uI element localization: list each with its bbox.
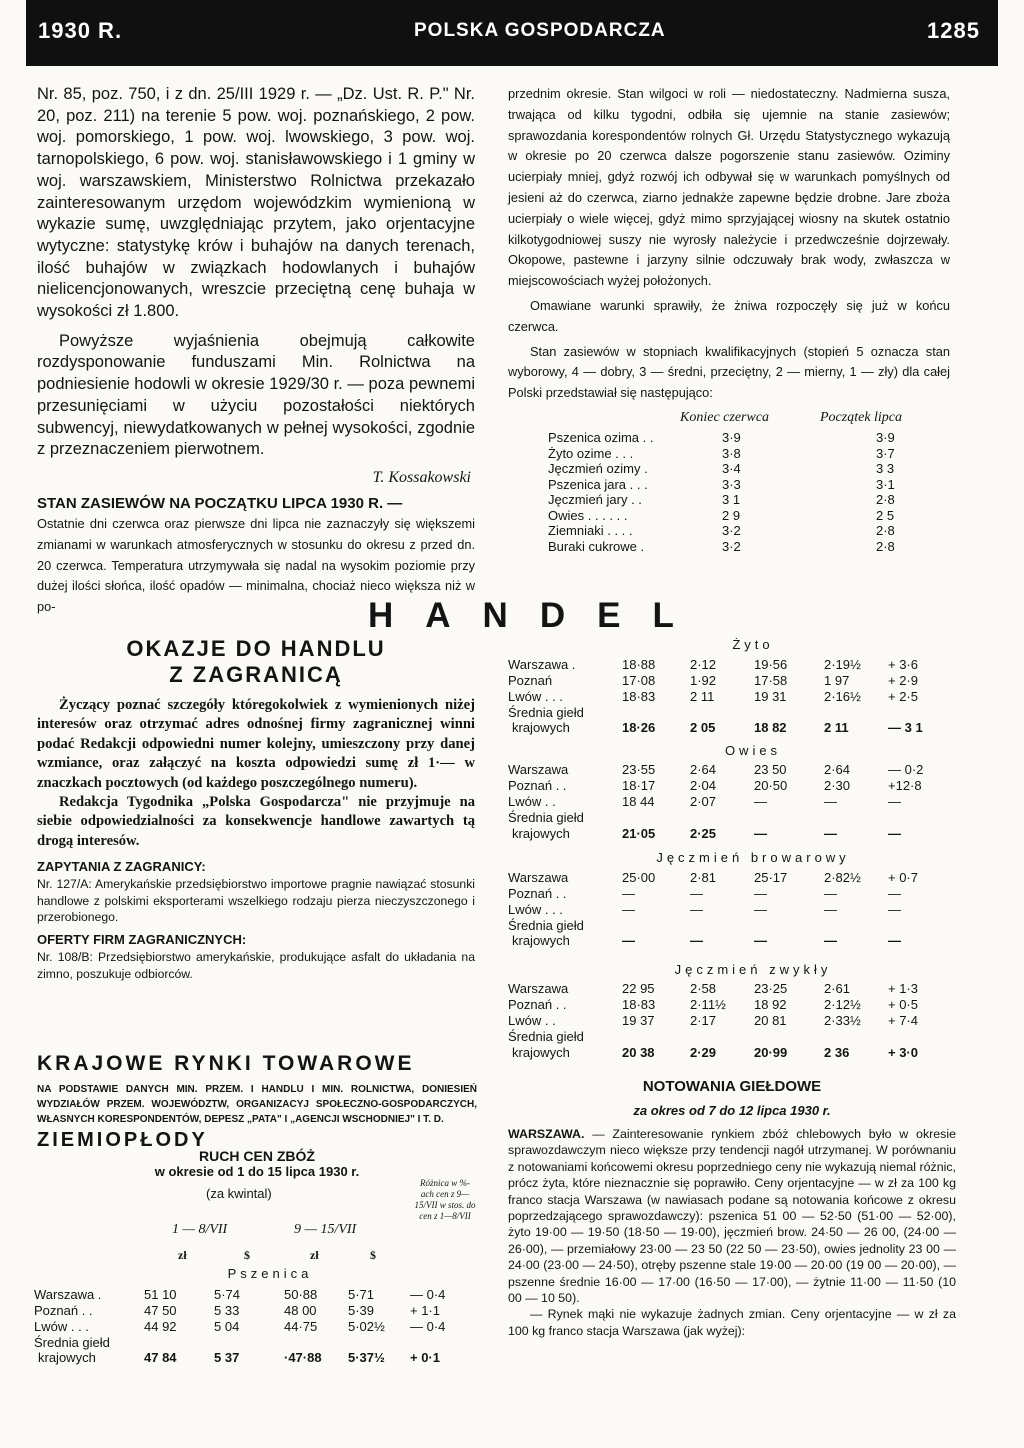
average-label: krajowych <box>38 1350 96 1366</box>
average-price-cell: — <box>888 825 901 841</box>
price-cell: 44·75 <box>284 1318 318 1334</box>
price-cell: 2·04 <box>690 778 717 793</box>
city-name: Warszawa <box>508 762 569 777</box>
average-label: Średnia giełd <box>508 704 584 720</box>
average-price-cell: 21·05 <box>622 825 656 841</box>
ziemioplody-title: ZIEMIOPŁODY <box>37 1129 208 1151</box>
table-row <box>508 762 948 778</box>
price-cell: 5 33 <box>214 1302 240 1318</box>
average-price-cell: 5·37½ <box>348 1350 385 1366</box>
krajowe-section <box>37 1052 477 1179</box>
table-row <box>34 1334 474 1350</box>
price-cell: 47 50 <box>144 1302 177 1318</box>
average-price-cell: 2·29 <box>690 1044 717 1060</box>
average-price-cell: 5 37 <box>214 1350 240 1366</box>
price-cell: 20·50 <box>754 778 788 793</box>
price-cell: 5 04 <box>214 1318 240 1334</box>
price-unit: (za kwintal) <box>206 1186 272 1201</box>
price-cell: 2·12 <box>690 656 717 672</box>
price-cell: + 0·5 <box>888 997 918 1012</box>
table-row-average <box>34 1350 474 1366</box>
grain-section-title: Jęczmień zwykły <box>674 961 832 977</box>
table-row <box>548 507 895 523</box>
table-row <box>508 997 948 1013</box>
header-year: 1930 R. <box>38 18 123 43</box>
notowania-flour: — Rynek mąki nie wykazuje żadnych zmian. Ceny orjentacyjne — w zł za 100 kg franco stacja Warszawa (jak wyżej): <box>508 1307 956 1338</box>
price-cell: — <box>824 794 837 809</box>
average-price-cell: 20·99 <box>754 1044 788 1060</box>
value-start-july: 3·9 <box>876 430 895 446</box>
city-name: Warszawa . <box>34 1286 102 1302</box>
paragraph-weather: Ostatnie dni czerwca oraz pierwsze dni lipca nie zaznaczyły się większemi zmianami w warunkach atmosferycznych w stosunku do okresu z przed dn. 20 czerwca. Temperatura utrzymywała się nadal na wysokim poziomie przy dużej ilości słońca, ilość opadów — minimalna, chociaż nieco większa niż w po- <box>37 515 475 615</box>
price-cell: 2·64 <box>824 762 851 777</box>
value-start-july: 2·8 <box>876 492 895 508</box>
price-cell: 2·30 <box>824 778 851 793</box>
price-cell: 22 95 <box>622 981 655 996</box>
period-2-header: 9 — 15/VII <box>294 1222 357 1237</box>
price-cell: — <box>622 885 635 901</box>
city-name: Warszawa <box>508 981 569 996</box>
section-heading-zasiewy: STAN ZASIEWÓW NA POCZĄTKU LIPCA 1930 R. — <box>37 494 403 512</box>
average-label: Średnia giełd <box>34 1334 110 1350</box>
currency-usd-2: $ <box>370 1248 376 1262</box>
city-name: Poznań . . <box>508 997 567 1012</box>
city-name: Lwów . . <box>508 1013 556 1028</box>
table-row <box>508 656 948 672</box>
right-column-top <box>508 84 950 554</box>
price-cell: 1·92 <box>690 672 717 688</box>
price-cell: 23·25 <box>754 981 788 996</box>
average-price-cell: 2 36 <box>824 1044 850 1060</box>
oferty-text: Nr. 108/B: Przedsiębiorstwo amerykańskie, produkujące asfalt do układania na zimno, poszukuje odbiorców. <box>37 950 475 981</box>
value-end-june: 3·4 <box>722 461 741 477</box>
grain-section-title: Owies <box>724 742 782 758</box>
value-end-june: 3·2 <box>722 538 741 554</box>
price-cell: — <box>824 901 837 917</box>
value-end-june: 3·2 <box>722 523 741 539</box>
average-price-cell: 2·25 <box>690 825 717 841</box>
price-cell: 2·64 <box>690 762 717 777</box>
price-cell: 25·17 <box>754 869 788 885</box>
table-row <box>548 538 895 554</box>
crop-name: Pszenica ozima . . <box>548 430 654 446</box>
price-cell: 23·55 <box>622 762 656 777</box>
price-cell: 20 81 <box>754 1013 787 1028</box>
average-price-cell: 20 38 <box>622 1044 655 1060</box>
okazje-section <box>37 636 475 982</box>
table-row-average <box>508 1045 948 1061</box>
average-price-cell: 2 11 <box>824 720 849 736</box>
price-cell: 19·56 <box>754 656 788 672</box>
price-cell: 19 31 <box>754 688 787 704</box>
paragraph-crop-condition: przednim okresie. Stan wilgoci w roli — niedostateczny. Nadmierna susza, trwająca od kilku tygodni, odbiła się ujemnie na stanie zasiewów; sprawozdania korespondentów rolnych Gł. Urzędu Statystycznego wykazują w okresie po 20 czerwca dalsze pogorszenie stanu zasiewów. Oziminy ucierpiały mniej, gdyż rozwój ich odbywał się w warunkach pomyślnych od jesieni aż do czerwca, ziarno jednakże zapewne będzie drobne. Jare zboża ucierpiały o wiele więcej, gdyż mimo sprzyjającej wiosny na skutek ostatnio kilkotygodniowej suszy nie wyrosły należycie i przedwcześnie dojrzewały. Okopowe, pastewne i jarzyny silnie odczuwały brak wody, zwłaszcza w miejscowościach wyżej położonych. <box>508 86 950 289</box>
header-start-july: Początek lipca <box>820 409 903 425</box>
okazje-title-1: OKAZJE DO HANDLU <box>126 636 386 661</box>
price-cell: — 0·2 <box>888 762 924 777</box>
header-title: POLSKA GOSPODARCZA <box>414 20 666 41</box>
price-cell: 2·33½ <box>824 1013 861 1028</box>
crop-name: Ziemniaki . . . . <box>548 523 633 539</box>
paragraph-harvest: Omawiane warunki sprawiły, że żniwa rozpoczęły się już w końcu czerwca. <box>508 297 950 334</box>
table-row <box>548 461 895 477</box>
city-name: Poznań . . <box>508 778 567 793</box>
crop-name: Buraki cukrowe . <box>548 538 645 554</box>
currency-zl-2: zł <box>310 1248 319 1262</box>
price-cell: 2·58 <box>690 981 717 996</box>
price-cell: 2·81 <box>690 869 717 885</box>
okazje-instructions: Życzący poznać szczegóły któregokolwiek z wymienionych niżej interesów oraz otrzymać adres odnośnej firmy zagranicznej winni podać Redakcji odpowiedni numer kolejny, umieszczony przy danej wzmiance, oraz załączyć na koszta odpowiedzi sumę zł 1·— w znaczkach pocztowych (od każdego poszczególnego numeru). <box>37 697 475 791</box>
grain-section-table <box>508 981 948 1061</box>
period-1-header: 1 — 8/VII <box>172 1222 228 1237</box>
table-row <box>508 704 948 720</box>
okazje-disclaimer: Redakcja Tygodnika „Polska Gospodarcza" nie przyjmuje na siebie odpowiedzialności za konsekwencje handlowe zawartych tą drogą interesów. <box>37 794 475 849</box>
price-cell: 5·02½ <box>348 1318 385 1334</box>
price-cell: 18·83 <box>622 688 656 704</box>
price-cell: — <box>690 901 703 917</box>
price-cell: 2 11 <box>690 688 715 704</box>
notowania-warszawa <box>508 1126 956 1306</box>
price-cell: + 7·4 <box>888 1013 918 1028</box>
average-price-cell: 18·26 <box>622 720 656 736</box>
price-cell: 18 92 <box>754 997 787 1012</box>
average-label: krajowych <box>512 825 570 841</box>
table-row <box>34 1318 474 1334</box>
author-signature: T. Kossakowski <box>372 468 471 486</box>
notowania-period: za okres od 7 do 12 lipca 1930 r. <box>633 1103 831 1118</box>
table-row-average <box>508 720 948 736</box>
table-row <box>548 476 895 492</box>
price-cell: 2·61 <box>824 981 851 996</box>
value-start-july: 3 3 <box>876 461 895 477</box>
price-cell: 25·00 <box>622 869 656 885</box>
crop-name: Żyto ozime . . . <box>548 445 634 461</box>
city-name: Lwów . . . <box>34 1318 89 1334</box>
table-row <box>548 445 895 461</box>
average-price-cell: ·47·88 <box>284 1350 322 1366</box>
table-row <box>508 672 948 688</box>
grain-section-table <box>508 762 948 842</box>
price-cell: 5·39 <box>348 1302 375 1318</box>
price-cell: 51 10 <box>144 1286 177 1302</box>
table-row <box>508 1013 948 1029</box>
average-price-cell: — <box>754 933 767 949</box>
notowania-text: — Zainteresowanie rynkiem zbóż chlebowych było w okresie sprawozdawczym nieco większe przy tendencji nagół utrzymanej. W porównaniu z notowaniami końcowemi okresu poprzedniego ceny nie wykazują niemal różnic, prócz żyta, które nieznacznie się poprawiło. Ceny orjentacyjne — w zł za 100 kg franco stacja Warszawa (w nawiasach podane są notowania końcowe z okresu poprzedzającego sprawozdawczy): pszenica 51 00 — 52·50 (51·00 — 52·00), żyto 19·00 — 19·50 (18·50 — 19·00), jęczmień brow. 24·50 — 26 00, (24·00 — 26·00), — przemiałowy 23·00 — 23 50 (22 50 — 23·50), owies jednolity 23 00 — 24·00 (23·00 — 24·50), otręby pszenne stale 19·00 — 20·00 (19 00 — 20·00), — pszenne średnie 16·00 — 17·00 (16·50 — 17·00), — żytnie 11·00 — 11·50 (10 00 — 10 50). <box>508 1127 956 1306</box>
price-cell: 50·88 <box>284 1286 318 1302</box>
table-row <box>508 901 948 917</box>
grain-section-table <box>508 869 948 949</box>
page-header <box>26 0 998 66</box>
header-end-june: Koniec czerwca <box>680 409 770 425</box>
table-row <box>548 492 895 508</box>
price-cell: 2·12½ <box>824 997 861 1012</box>
value-end-june: 2 9 <box>722 507 741 523</box>
average-price-cell: — <box>690 933 703 949</box>
average-price-cell: + 0·1 <box>410 1350 440 1366</box>
city-name: Lwów . . . <box>508 688 563 704</box>
price-cell: 18·83 <box>622 997 656 1012</box>
price-cell: + 2·5 <box>888 688 918 704</box>
average-price-cell: — <box>824 933 837 949</box>
average-price-cell: — 3 1 <box>888 720 923 736</box>
value-end-june: 3·8 <box>722 445 741 461</box>
city-name: Lwów . . . <box>508 901 563 917</box>
table-row-average <box>508 933 948 949</box>
average-label: Średnia giełd <box>508 917 584 933</box>
price-cell: +12·8 <box>888 778 922 793</box>
price-cell: 2·82½ <box>824 869 861 885</box>
price-cell: — <box>888 885 901 901</box>
price-cell: — 0·4 <box>410 1318 446 1334</box>
value-start-july: 2 5 <box>876 507 895 523</box>
price-cell: + 2·9 <box>888 672 918 688</box>
price-cell: — <box>622 901 635 917</box>
price-cell: — <box>824 885 837 901</box>
average-label: Średnia giełd <box>508 810 584 825</box>
price-cell: 18·17 <box>622 778 656 793</box>
notowania-title: NOTOWANIA GIEŁDOWE <box>642 1078 822 1095</box>
wheat-price-table <box>34 1286 474 1366</box>
left-column-top <box>37 84 475 618</box>
notowania-section <box>508 1078 956 1339</box>
average-price-cell: 47 84 <box>144 1350 177 1366</box>
table-row <box>508 794 948 810</box>
price-cell: 1 97 <box>824 672 850 688</box>
average-price-cell: — <box>622 933 635 949</box>
price-cell: + 0·7 <box>888 869 918 885</box>
section-pszenica: Pszenica <box>227 1266 313 1281</box>
zapytania-text: Nr. 127/A: Amerykańskie przedsiębiorstwo importowe pragnie nawiązać stosunki handlowe z polskimi eksporterami wszelkiego rodzaju pierza nieczyszczonego i przerobionego. <box>37 877 475 925</box>
average-price-cell: + 3·0 <box>888 1044 918 1060</box>
city-name: Warszawa . <box>508 656 576 672</box>
table-row <box>508 810 948 826</box>
table-row <box>508 981 948 997</box>
city-name: Poznań <box>508 672 553 688</box>
table-row <box>508 1029 948 1045</box>
city-name: Poznań . . <box>34 1302 93 1318</box>
price-cell: — <box>888 794 901 809</box>
section-title-handel: HANDEL <box>368 596 706 635</box>
city-name: Lwów . . <box>508 794 556 809</box>
krajowe-title: KRAJOWE RYNKI TOWAROWE <box>37 1052 415 1075</box>
crop-table-header <box>508 410 950 430</box>
header-page-number: 1285 <box>927 18 980 43</box>
value-start-july: 3·1 <box>876 476 895 492</box>
value-start-july: 2·8 <box>876 538 895 554</box>
price-cell: 19 37 <box>622 1013 655 1028</box>
okazje-title-2: Z ZAGRANICĄ <box>169 662 343 687</box>
value-end-june: 3·3 <box>722 476 741 492</box>
paragraph-grading: Stan zasiewów w stopniach kwalifikacyjnych (stopień 5 oznacza stan wyborowy, 4 — dobry, 3 — średni, przeciętny, 2 — mierny, 1 — zły) dla całej Polski przedstawiał się następująco: <box>508 343 950 401</box>
price-cell: 5·71 <box>348 1286 375 1302</box>
average-price-cell: — <box>888 933 901 949</box>
average-price-cell: 2 05 <box>690 720 716 736</box>
price-cell: 23 50 <box>754 762 787 777</box>
crop-name: Jęczmień ozimy . <box>548 461 648 477</box>
value-end-june: 3 1 <box>722 492 741 508</box>
average-label: krajowych <box>512 933 570 949</box>
table-row <box>508 778 948 794</box>
price-cell: 2·07 <box>690 794 717 809</box>
price-cell: + 3·6 <box>888 656 918 672</box>
price-cell: — <box>754 885 767 901</box>
grain-section-table <box>508 656 948 736</box>
price-cell: 17·08 <box>622 672 656 688</box>
table-row <box>508 869 948 885</box>
table-row <box>34 1286 474 1302</box>
crop-name: Owies . . . . . . <box>548 507 628 523</box>
table-row <box>508 885 948 901</box>
price-cell: + 1·1 <box>410 1302 440 1318</box>
krajowe-source: NA PODSTAWIE DANYCH MIN. PRZEM. I HANDLU I MIN. ROLNICTWA, DONIESIEŃ WYDZIAŁÓW PRZEM. WOJEWÓDZTW, ORGANIZACYJ SPOŁECZNO-GOSPODARCZYCH, WŁASNYCH KORESPONDENTÓW, DEPESZ „PATA" I „AGENCJI WSCHODNIEJ" I T. D. <box>37 1084 477 1125</box>
price-cell: 18 44 <box>622 794 655 809</box>
table-row-average <box>508 826 948 842</box>
zapytania-heading: ZAPYTANIA Z ZAGRANICY: <box>37 859 206 875</box>
paragraph-subsidy: Nr. 85, poz. 750, i z dn. 25/III 1929 r. — „Dz. Ust. R. P." Nr. 20, poz. 211) na terenie 5 pow. woj. poznańskiego, 2 pow. woj. pomorskiego, 1 pow. woj. lwowskiego, 3 pow. woj. tarnopolskiego, 6 pow. woj. stanisławowskiego i 1 gminy w woj. warszawskiem, Ministerstwo Rolnictwa przekazało zainteresowanym urzędom wojewódzkim wymienioną w wykazie sumę, uwzględniając przytem, jako orjentacyjne wytyczne: statystykę krów i buhajów na danych terenach, ilość buhajów w związkach hodowlanych i buhajów nielicencjonowanych, wreszcie przeciętną cenę buhaja w wysokości zł 1.800. <box>37 85 475 321</box>
price-cell: + 1·3 <box>888 981 918 996</box>
price-cell: — <box>754 901 767 917</box>
price-cell: 2·17 <box>690 1013 717 1028</box>
price-cell: — <box>888 901 901 917</box>
ruch-cen-period: w okresie od 1 do 15 lipca 1930 r. <box>154 1164 360 1179</box>
city-name: Warszawa <box>508 869 569 885</box>
average-price-cell: — <box>754 825 767 841</box>
average-label: Średnia giełd <box>508 1029 584 1044</box>
crop-name: Jęczmień jary . . <box>548 492 642 508</box>
price-cell: — <box>690 885 703 901</box>
crop-condition-table <box>548 430 895 554</box>
table-row <box>508 917 948 933</box>
price-cell: 2·11½ <box>690 997 726 1012</box>
grain-section-title: Żyto <box>732 637 774 652</box>
price-cell: 18·88 <box>622 656 656 672</box>
price-cell: 17·58 <box>754 672 788 688</box>
value-start-july: 3·7 <box>876 445 895 461</box>
table-row <box>548 523 895 539</box>
city-name: Poznań . . <box>508 885 567 901</box>
paragraph-summary: Powyższe wyjaśnienia obejmują całkowite rozdysponowanie funduszami Min. Rolnictwa na podniesienie hodowli w okresie 1929/30 r. — poza pewnemi przesunięciami w użyciu pozostałości niektórych subwencyj, niewydatkowanych w pełnej wysokości, zgodnie z przeznaczeniem pierwotnem. <box>37 331 475 459</box>
average-label: krajowych <box>512 720 570 736</box>
average-price-cell: 18 82 <box>754 720 787 736</box>
average-price-cell: — <box>824 825 837 841</box>
table-row <box>508 688 948 704</box>
grain-price-table <box>508 634 956 1060</box>
value-end-june: 3·9 <box>722 430 741 446</box>
currency-zl-1: zł <box>178 1248 187 1262</box>
price-cell: 2·16½ <box>824 688 861 704</box>
currency-usd-1: $ <box>244 1248 250 1262</box>
table-row <box>548 430 895 446</box>
price-cell: — 0·4 <box>410 1286 446 1302</box>
price-cell: 44 92 <box>144 1318 177 1334</box>
crop-name: Pszenica jara . . . <box>548 476 648 492</box>
city-warszawa: WARSZAWA. <box>508 1127 585 1141</box>
table-row <box>34 1302 474 1318</box>
price-cell: — <box>754 794 767 809</box>
price-cell: 5·74 <box>214 1286 241 1302</box>
oferty-heading: OFERTY FIRM ZAGRANICZNYCH: <box>37 932 247 948</box>
price-cell: 48 00 <box>284 1302 317 1318</box>
difference-header: Różnica w %-ach cen z 9—15/VII w stos. do cen z 1—8/VII <box>414 1178 476 1221</box>
average-label: krajowych <box>512 1044 570 1060</box>
ruch-cen-title: RUCH CEN ZBÓŻ <box>199 1148 315 1164</box>
value-start-july: 2·8 <box>876 523 895 539</box>
price-cell: 2·19½ <box>824 656 861 672</box>
grain-section-title: Jęczmień browarowy <box>656 850 850 865</box>
